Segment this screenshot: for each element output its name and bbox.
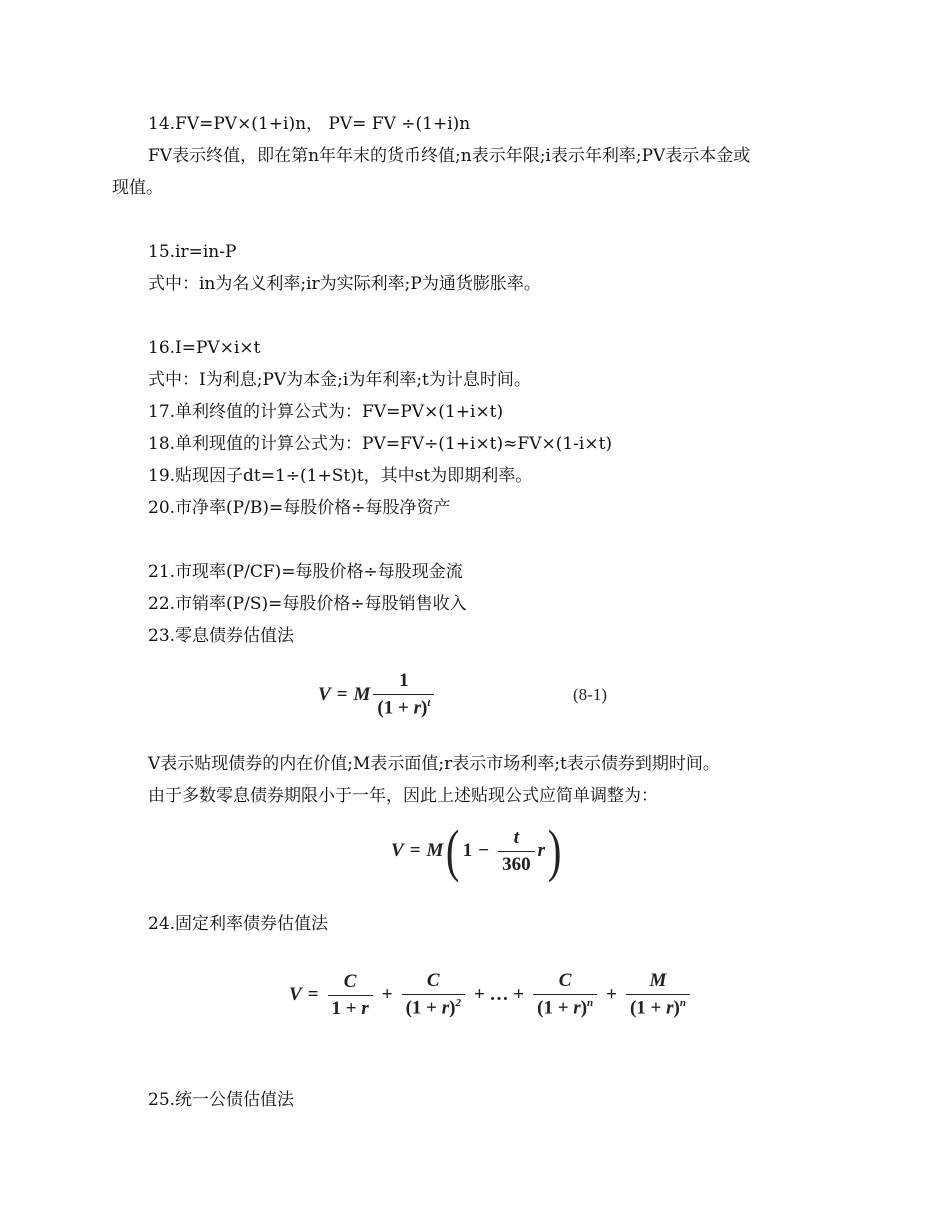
formula-one: 1 [462, 840, 473, 861]
formula-plus: + [606, 984, 617, 1005]
formula-14-desc-a: FV表示终值，即在第n年年末的货币终值;n表示年限;i表示年利率;PV表示本金或 [148, 146, 751, 166]
term-1: $\frac{C}{1 + r}$ [328, 971, 373, 1020]
formula-18: 18.单利现值的计算公式为：PV=FV÷(1+i×t)≈FV×(1-i×t) [148, 434, 613, 454]
heading-25: 25.统一公债估值法 [148, 1090, 295, 1110]
formula-plus: + [381, 984, 393, 1005]
formula-ellipsis: + … + [473, 984, 525, 1005]
formula-17: 17.单利终值的计算公式为：FV=PV×(1+i×t) [148, 402, 504, 422]
formula-23-desc: V表示贴现债券的内在价值;M表示面值;r表示市场利率;t表示债券到期时间。 [148, 754, 720, 774]
term-2: $\frac{C}{(1 + r)^2}$ [402, 970, 465, 1019]
formula-20: 20.市净率(P/B)=每股价格÷每股净资产 [148, 498, 451, 518]
formula-22: 22.市销率(P/S)=每股价格÷每股销售收入 [148, 594, 467, 614]
formula-14: 14.FV=PV×(1+i)n， PV= FV ÷(1+i)n [148, 114, 471, 134]
heading-23: 23.零息债券估值法 [148, 626, 295, 646]
zero-coupon-formula [318, 664, 437, 726]
term-4: $\frac{M}{(1 + r)^n}$ [626, 970, 690, 1019]
formula-lhs: V [318, 684, 331, 705]
formula-minus: − [478, 840, 490, 861]
formula-23-adjust: 由于多数零息债券期限小于一年，因此上述贴现公式应简单调整为： [148, 786, 658, 806]
fraction-numerator: t [513, 826, 519, 848]
formula-coefficient: M [353, 684, 371, 705]
formula-21: 21.市现率(P/CF)=每股价格÷每股现金流 [148, 562, 463, 582]
term-3: $\frac{C}{(1 + r)^n}$ [533, 970, 597, 1019]
formula-fraction [373, 670, 434, 719]
short-term-discount-formula [391, 818, 564, 884]
heading-24: 24.固定利率债券估值法 [148, 914, 329, 934]
formula-equals: = [336, 684, 348, 705]
formula-equals: = [307, 984, 319, 1005]
formula-16: 16.I=PV×i×t [148, 338, 261, 358]
equation-number: (8-1) [573, 685, 607, 704]
left-paren: ( [446, 818, 460, 883]
formula-fraction [498, 827, 535, 876]
formula-rate: r [537, 840, 545, 861]
formula-lhs: V [289, 984, 302, 1005]
right-paren: ) [547, 818, 562, 883]
formula-14-desc-b: 现值。 [112, 178, 163, 198]
formula-15-desc: 式中：in为名义利率;ir为实际利率;P为通货膨胀率。 [148, 274, 541, 294]
formula-coefficient: M [426, 840, 444, 861]
formula-lhs: V [391, 840, 404, 861]
fixed-rate-bond-formula [289, 964, 693, 1026]
formula-16-desc: 式中：I为利息;PV为本金;i为年利率;t为计息时间。 [148, 370, 531, 390]
fraction-numerator: 1 [399, 670, 409, 692]
formula-15: 15.ir=in-P [148, 242, 237, 262]
fraction-denominator: $(1 + r)^t$ [373, 694, 434, 719]
fraction-denominator: 360 [498, 851, 535, 876]
formula-equals: = [409, 840, 421, 861]
formula-19: 19.贴现因子dt=1÷(1+St)t，其中st为即期利率。 [148, 466, 533, 486]
